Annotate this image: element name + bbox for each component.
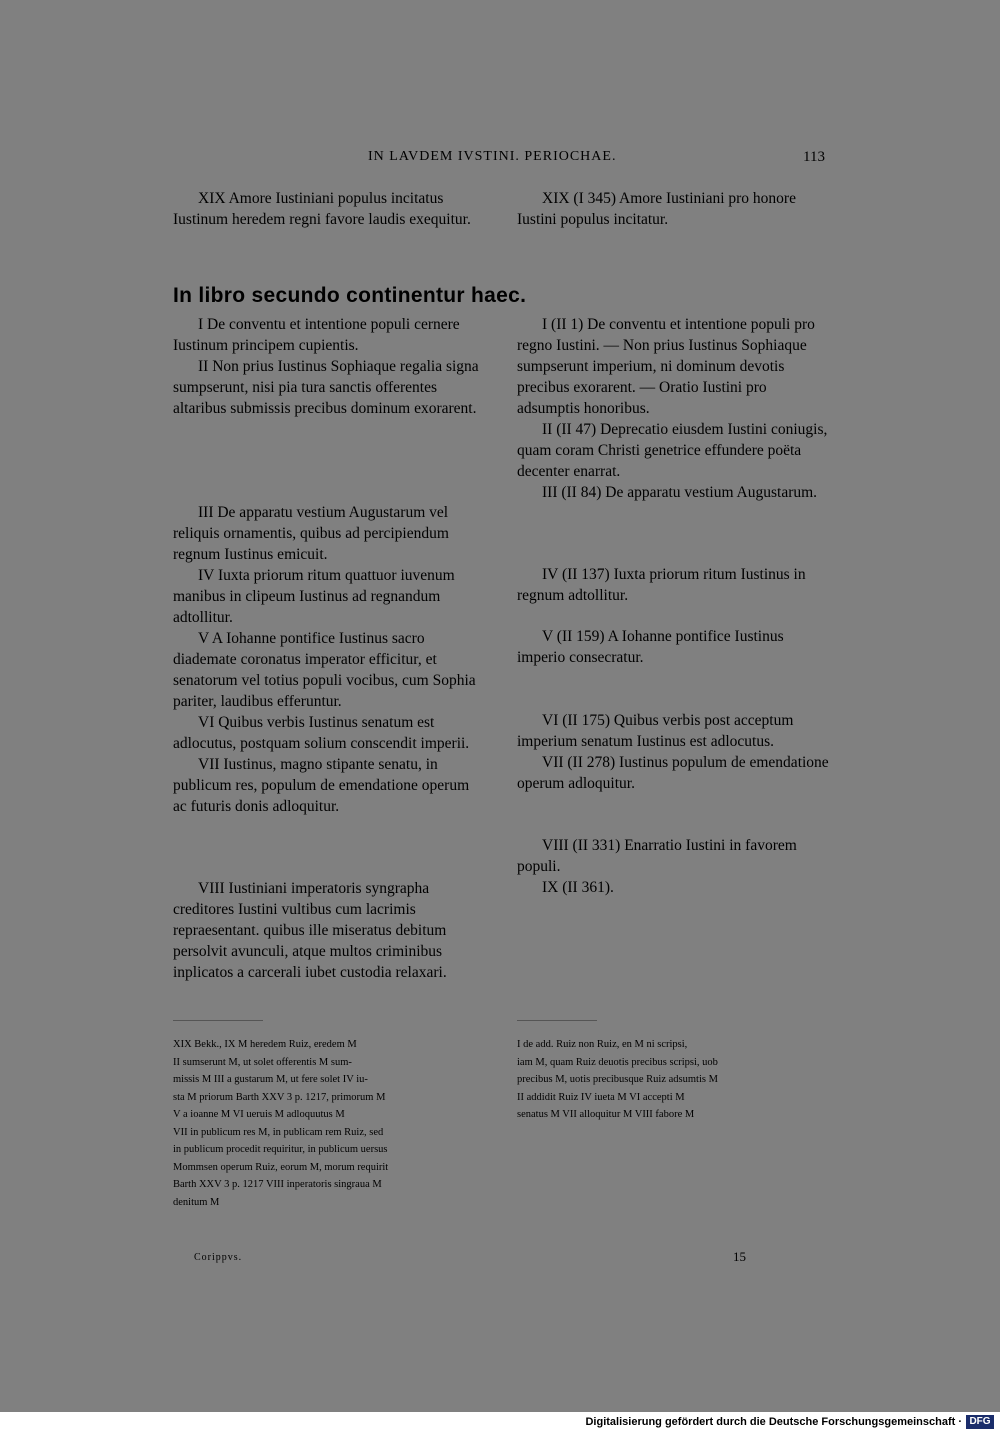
page-number: 113: [803, 149, 825, 165]
right-block-1: [517, 314, 830, 503]
note-line: II addidit Ruiz IV iueta M VI accepti M: [517, 1091, 685, 1103]
footnote-rule-left: [173, 1020, 263, 1021]
right-item-iv: IV (II 137) Iuxta priorum ritum Iustinus in regnum adtollitur.: [517, 566, 806, 604]
left-item-vi: VI Quibus verbis Iustinus senatum est adlocutus, postquam solium conscendit imperii.: [173, 714, 470, 752]
note-line: senatus M VII alloquitur M VIII fabore M: [517, 1109, 695, 1120]
right-item-ix: IX (II 361).: [542, 879, 614, 896]
dfg-credit-bar: [0, 1412, 1000, 1434]
left-block-3: [173, 878, 486, 983]
right-item-viii: VIII (II 331) Enarratio Iustini in favorem populi.: [517, 837, 797, 875]
top-right-entry: [517, 188, 830, 230]
left-item-vii: VII Iustinus, magno stipante senatu, in publicum res, populum de emendatione operum ac futuris donis adloquitur.: [173, 756, 470, 815]
periocha-xix-right: XIX (I 345) Amore Iustiniani pro honore Iustini populus incitatur.: [517, 190, 796, 228]
note-line: VII in publicum res M, in publicam rem Ruiz, sed: [173, 1126, 384, 1138]
left-block-2: [173, 502, 486, 817]
note-line: sta M priorum Barth XXV 3 p. 1217, primorum M: [173, 1091, 386, 1103]
note-line: denitum M: [173, 1196, 220, 1208]
periocha-xix-left: XIX Amore Iustiniani populus incitatus Iustinum heredem regni favore laudis exequitur.: [173, 190, 471, 228]
right-item-v: V (II 159) A Iohanne pontifice Iustinus imperio consecratur.: [517, 628, 784, 666]
note-line: Mommsen operum Ruiz, eorum M, morum requirit: [173, 1161, 389, 1173]
right-block-3: [517, 626, 830, 668]
note-line: in publicum procedit requiritur, in publicum uersus: [173, 1144, 388, 1155]
signature-mark: Corippvs.: [194, 1252, 243, 1263]
sheet-number: 15: [733, 1249, 746, 1264]
right-item-ii: II (II 47) Deprecatio eiusdem Iustini coniugis, quam coram Christi genetrice effundere poëta decenter enarrat.: [517, 421, 828, 480]
note-line: precibus M, uotis precibusque Ruiz adsumtis M: [517, 1074, 718, 1085]
right-item-vii: VII (II 278) Iustinus populum de emendatione operum adloquitur.: [517, 754, 829, 792]
right-block-4: [517, 710, 830, 794]
left-block-1: [173, 314, 486, 419]
dfg-logo: DFG: [966, 1415, 994, 1429]
left-item-iii: III De apparatu vestium Augustarum vel reliquis ornamentis, quibus ad percipiendum regnum Iustinus emicuit.: [173, 504, 449, 563]
left-item-ii: II Non prius Iustinus Sophiaque regalia signa sumpserunt, nisi pia tura sanctis offerentes altaribus submissis precibus dominum exorarent.: [173, 358, 479, 417]
note-line: XIX Bekk., IX M heredem Ruiz, eredem M: [173, 1039, 357, 1050]
left-item-viii: VIII Iustiniani imperatoris syngrapha creditores Iustini vultibus cum lacrimis repraesentant. quibus ille miseratus debitum persolvit avunculi, atque multos criminibus inplicatos a carcerali iubet custodia relaxari.: [173, 880, 447, 981]
left-item-v: V A Iohanne pontifice Iustinus sacro diademate coronatus imperator efficitur, et senatorum vel totius populi vocibus, cum Sophia pariter, laudibus efferuntur.: [173, 630, 476, 710]
right-block-2: [517, 564, 830, 606]
note-line: I de add. Ruiz non Ruiz, en M ni scripsi,: [517, 1039, 688, 1050]
left-item-i: I De conventu et intentione populi cernere Iustinum principem cupientis.: [173, 316, 460, 354]
footnote-rule-right: [517, 1020, 597, 1021]
right-item-iii: III (II 84) De apparatu vestium Augustarum.: [542, 484, 818, 501]
critical-apparatus-left: [173, 1036, 488, 1211]
left-item-iv: IV Iuxta priorum ritum quattuor iuvenum manibus in clipeum Iustinus ad regnandum adtollitur.: [173, 567, 455, 626]
running-title: IN LAVDEM IVSTINI. PERIOCHAE.: [368, 149, 617, 164]
critical-apparatus-right: [517, 1036, 832, 1124]
book-two-heading: In libro secundo continentur haec.: [173, 284, 527, 307]
note-line: II sumserunt M, ut solet offerentis M sum-: [173, 1056, 352, 1068]
right-item-i: I (II 1) De conventu et intentione populi pro regno Iustini. — Non prius Iustinus Sophiaque sumpserunt imperium, ni dominum devotis precibus exorarent. — Oratio Iustini pro adsumptis honoribus.: [517, 316, 815, 417]
right-item-vi: VI (II 175) Quibus verbis post acceptum imperium senatum Iustinus est adlocutus.: [517, 712, 794, 750]
note-line: V a ioanne M VI ueruis M adloquutus M: [173, 1109, 345, 1120]
dfg-credit-text: Digitalisierung gefördert durch die Deutsche Forschungsgemeinschaft ·: [585, 1416, 962, 1428]
note-line: Barth XXV 3 p. 1217 VIII inperatoris singraua M: [173, 1179, 382, 1190]
note-line: iam M, quam Ruiz deuotis precibus scripsi, uob: [517, 1056, 718, 1068]
right-block-5: [517, 835, 830, 898]
top-left-entry: [173, 188, 486, 230]
note-line: missis M III a gustarum M, ut fere solet IV iu-: [173, 1074, 368, 1085]
